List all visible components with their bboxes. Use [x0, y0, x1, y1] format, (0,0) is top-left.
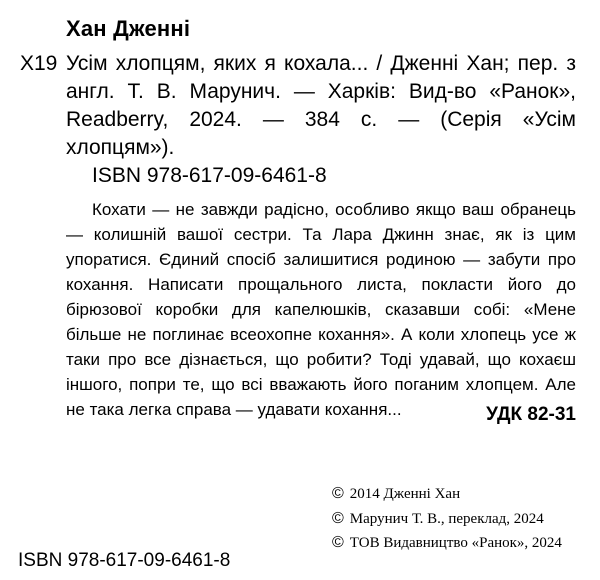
copyright-text: 2014 Дженні Хан — [349, 486, 461, 502]
copyright-text: ТОВ Видавництво «Ранок», 2024 — [349, 535, 562, 551]
copyright-line — [332, 482, 582, 507]
copyright-symbol: © — [332, 534, 344, 551]
copyright-symbol: © — [332, 509, 344, 527]
bibliographic-description: Усім хлопцям, яких я кохала... / Дженні Хан; пер. з англ. Т. В. Марунич. — Харків: Вид-во «Ранок», Readberry, 2024. — 384 с. — (Серія «Усім хлопцям»). — [66, 52, 576, 159]
shelf-mark: Х19 — [20, 52, 58, 75]
author-heading: Хан Дженні — [66, 16, 191, 41]
copyright-line — [332, 531, 582, 556]
isbn-bottom: ISBN 978-617-09-6461-8 — [18, 550, 231, 571]
udk-code: УДК 82-31 — [486, 404, 576, 425]
copyright-text: Марунич Т. В., переклад, 2024 — [349, 510, 544, 527]
copyright-block — [332, 482, 582, 556]
copyright-line — [332, 507, 582, 532]
isbn-top: ISBN 978-617-09-6461-8 — [92, 164, 327, 187]
annotation: Кохати — не завжди радісно, особливо якщо ваш обранець — колишній вашої сестри. Та Лара Джинн знає, як із цим упоратися. Єдиний спосіб залишитися родиною — забути про кохання. Написати прощального листа, покласти його до бірюзової коробки для капелюшків, сказавши собі: «Мене більше не поглинає всеохопне кохання». А коли хлопець усе ж таки про все дізнається, що робити? Тоді удавай, що кохаєш іншого, попри те, що всі вважають його поганим хлопцем. Але не така легка справа — удавати кохання... — [66, 200, 576, 419]
copyright-symbol: © — [332, 485, 344, 502]
